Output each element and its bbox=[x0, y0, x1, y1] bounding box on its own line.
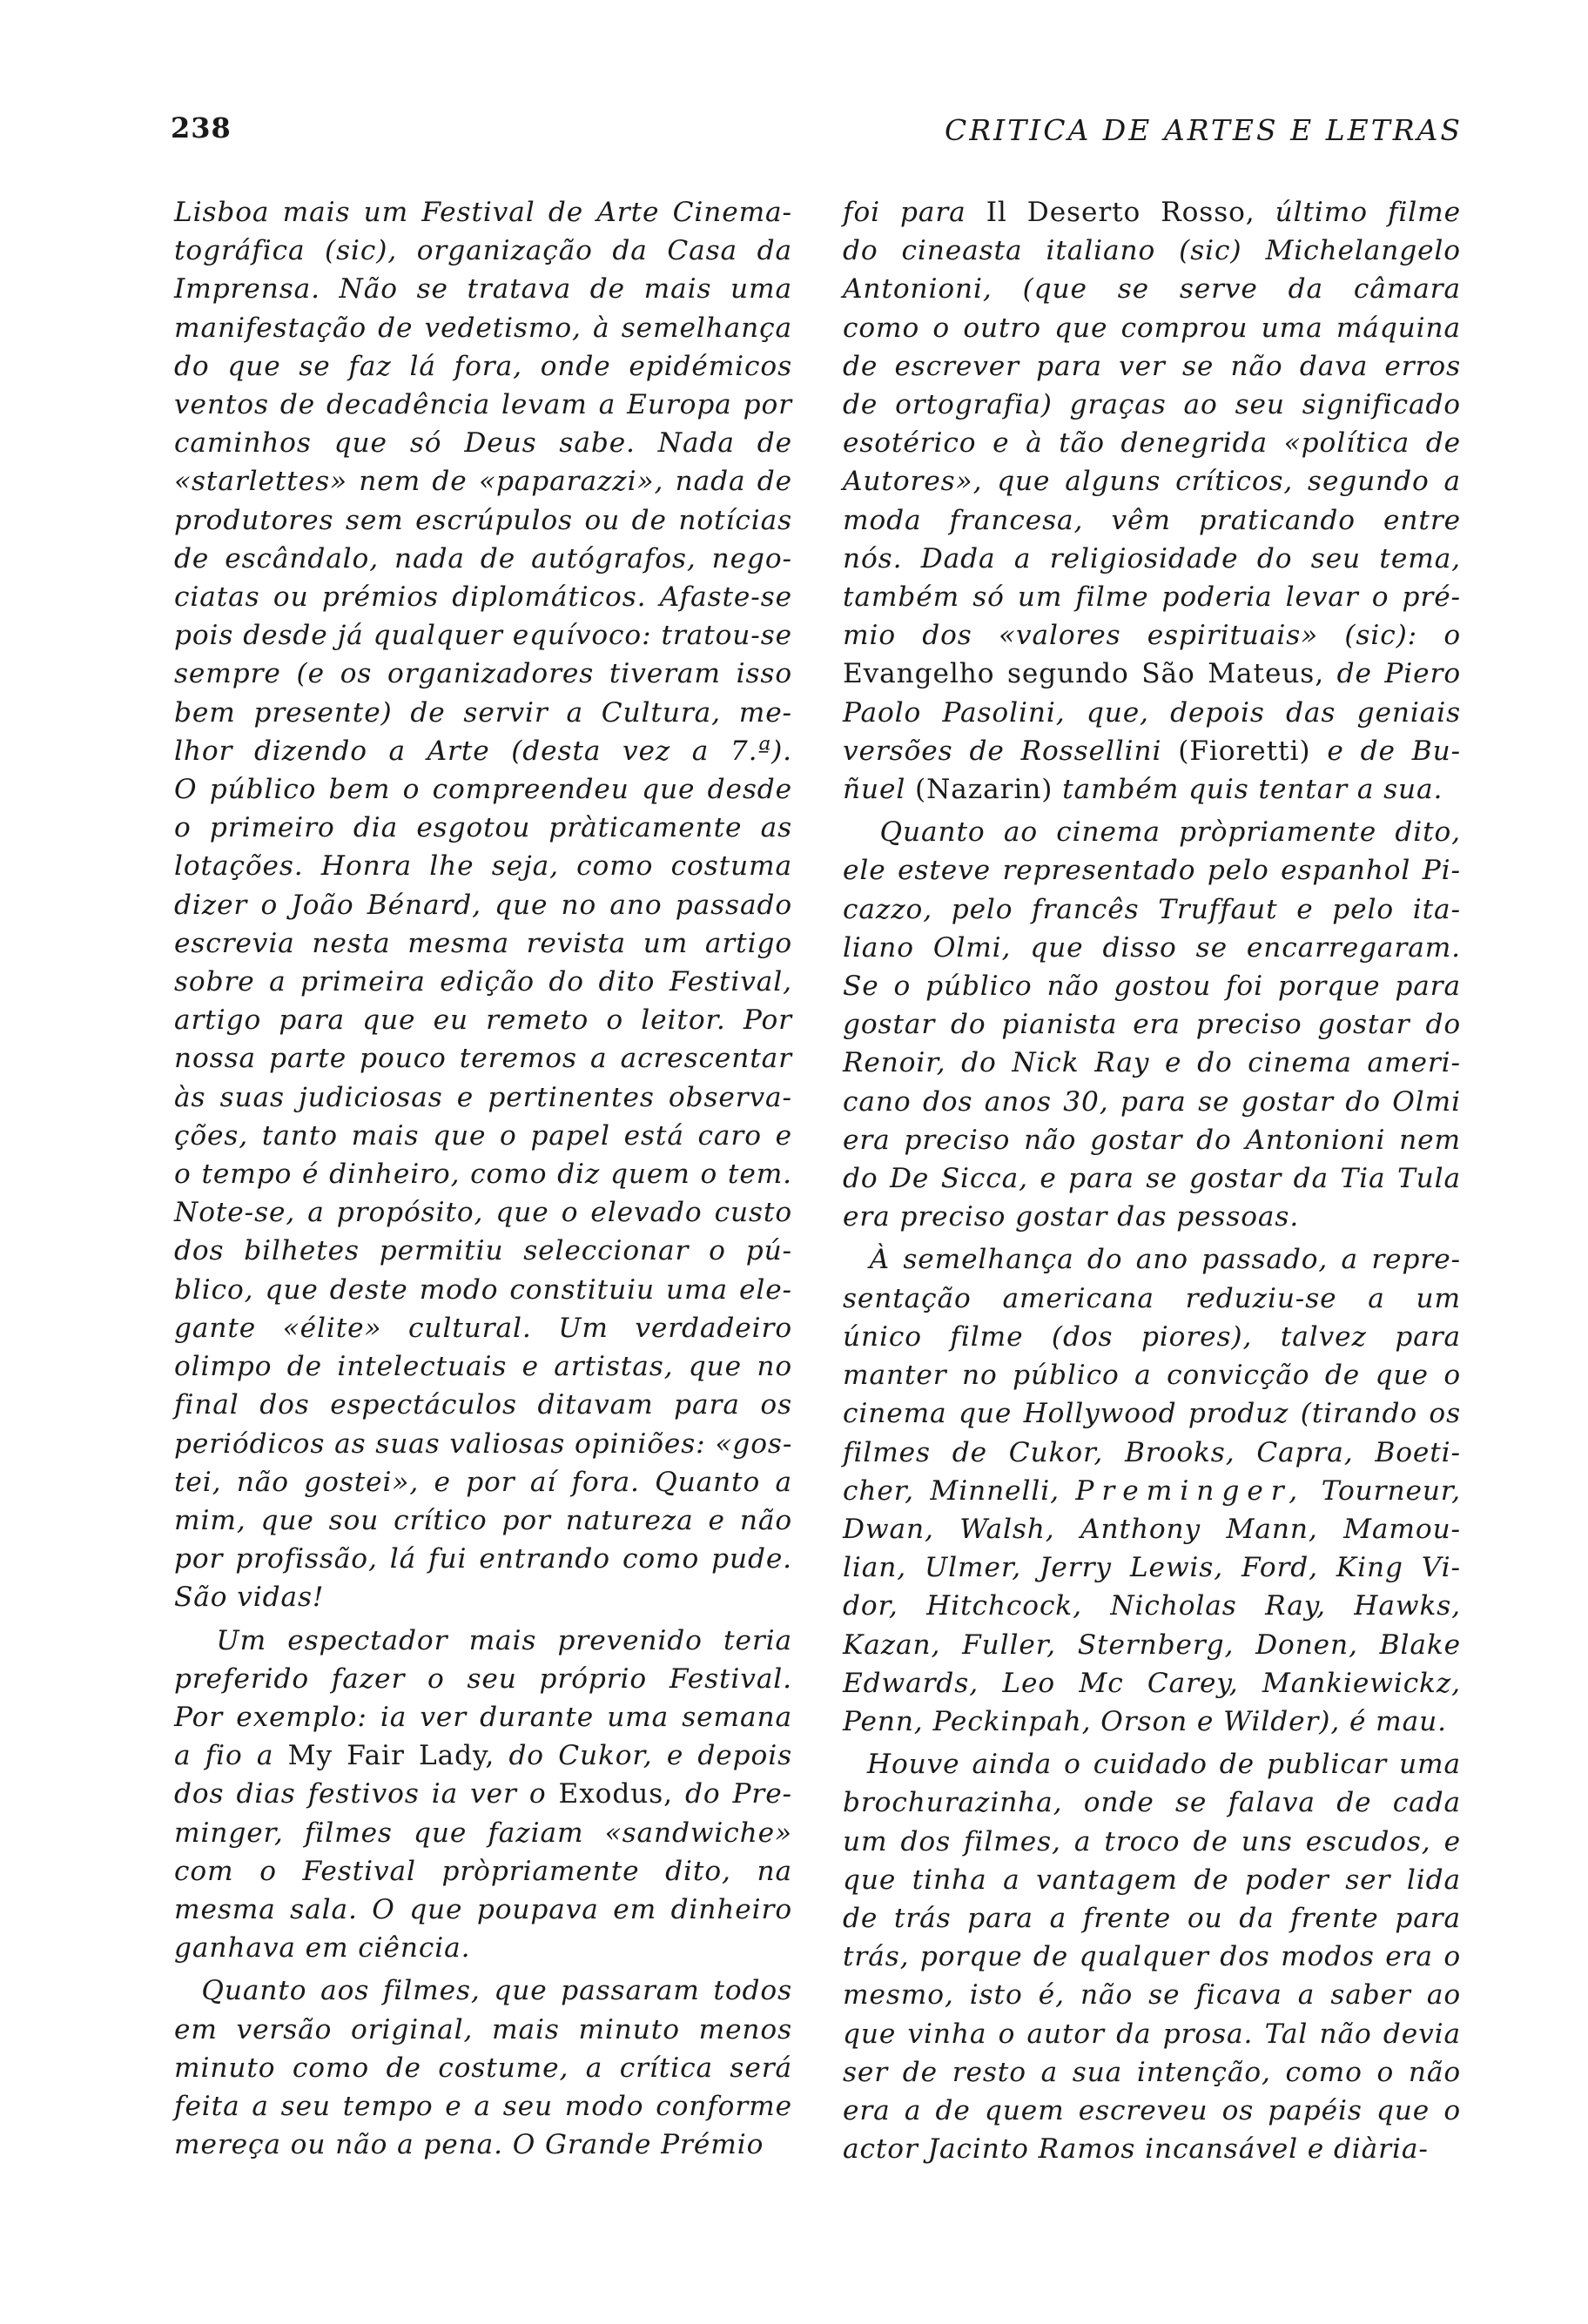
paragraph bbox=[843, 1240, 1461, 1741]
text-segment: lhor dizendo a Arte (desta vez a 7.ª). bbox=[174, 735, 792, 767]
text-segment: era preciso gostar das pessoas. bbox=[843, 1201, 1300, 1233]
text-line bbox=[174, 2087, 792, 2126]
text-segment: ventos de decadência levam a Europa por bbox=[174, 389, 792, 421]
text-line bbox=[843, 2053, 1461, 2092]
text-line bbox=[843, 1510, 1461, 1548]
text-segment: tei, não gostei», e por aí fora. Quanto a bbox=[174, 1466, 792, 1498]
text-line bbox=[843, 1664, 1461, 1703]
text-segment: último filme bbox=[1255, 197, 1461, 228]
text-line bbox=[174, 578, 792, 616]
text-line bbox=[843, 1198, 1461, 1236]
text-line bbox=[174, 1232, 792, 1270]
text-segment: e de Bu- bbox=[1310, 735, 1461, 767]
text-segment: blico, que deste modo constituiu uma ele- bbox=[174, 1273, 792, 1306]
text-line bbox=[843, 929, 1461, 967]
text-line bbox=[174, 2049, 792, 2087]
text-segment: cinema que Hollywood produz (tirando os bbox=[843, 1398, 1461, 1430]
text-line bbox=[843, 1280, 1461, 1318]
text-segment: dos dias festivos ia ver o bbox=[174, 1778, 559, 1810]
text-column-right bbox=[843, 193, 1461, 2168]
text-segment: O público bem o compreendeu que desde bbox=[174, 774, 792, 806]
text-line bbox=[174, 1463, 792, 1501]
text-line bbox=[174, 347, 792, 386]
text-segment: era preciso não gostar do Antonioni nem bbox=[843, 1124, 1461, 1156]
text-line bbox=[174, 1929, 792, 1967]
text-line bbox=[174, 1347, 792, 1386]
text-line bbox=[843, 540, 1461, 578]
text-segment: Se o público não gostou foi porque para bbox=[843, 971, 1461, 1003]
text-segment: Um espectador mais prevenido teria bbox=[174, 1624, 792, 1656]
paragraph bbox=[174, 1622, 792, 1968]
text-line bbox=[843, 309, 1461, 347]
text-segment: era a de quem escreveu os papéis que o bbox=[843, 2094, 1461, 2126]
text-segment: cher, Minnelli, bbox=[843, 1474, 1076, 1507]
text-segment: Kazan, Fuller, Sternberg, Donen, Blake bbox=[843, 1629, 1461, 1661]
paragraph bbox=[174, 193, 792, 1617]
text-line bbox=[843, 1823, 1461, 1861]
text-line bbox=[174, 1039, 792, 1078]
text-line bbox=[843, 1899, 1461, 1938]
text-line bbox=[174, 655, 792, 693]
text-line bbox=[843, 1548, 1461, 1587]
text-segment: cano dos anos 30, para se gostar do Olmi bbox=[843, 1085, 1461, 1118]
text-segment: Antonioni, (que se serve da câmara bbox=[843, 273, 1461, 306]
text-line bbox=[843, 386, 1461, 424]
text-line bbox=[174, 1891, 792, 1929]
text-segment: À semelhança do ano passado, a repre- bbox=[843, 1244, 1461, 1276]
text-segment: um dos filmes, a troco de uns escudos, e bbox=[843, 1825, 1461, 1857]
text-line bbox=[843, 1587, 1461, 1625]
text-line bbox=[843, 424, 1461, 462]
text-segment: sempre (e os organizadores tiveram isso bbox=[174, 658, 792, 690]
text-line bbox=[174, 424, 792, 462]
text-segment: foi para bbox=[843, 197, 986, 228]
text-line bbox=[843, 1938, 1461, 1976]
text-segment: moda francesa, vêm praticando entre bbox=[843, 504, 1461, 536]
text-segment: gostar do pianista era preciso gostar do bbox=[843, 1009, 1461, 1041]
text-line bbox=[843, 270, 1461, 308]
text-segment: Quanto ao cinema pròpriamente dito, bbox=[843, 816, 1461, 849]
text-segment: de escândalo, nada de autógrafos, nego- bbox=[174, 542, 792, 574]
text-segment: feita a seu tempo e a seu modo conforme bbox=[174, 2090, 792, 2122]
text-segment: minuto como de costume, a crítica será bbox=[174, 2052, 792, 2084]
text-segment: Edwards, Leo Mc Carey, Mankiewickz, bbox=[843, 1667, 1461, 1699]
text-segment: esotérico e à tão denegrida «política de bbox=[843, 427, 1461, 460]
text-segment: caminhos que só Deus sabe. Nada de bbox=[174, 427, 792, 460]
text-line bbox=[174, 540, 792, 578]
text-segment: sobre a primeira edição do dito Festival, bbox=[174, 966, 792, 998]
text-segment: mesma sala. O que poupava em dinheiro bbox=[174, 1893, 792, 1925]
text-segment: manifestação de vedetismo, à semelhança bbox=[174, 312, 792, 344]
text-line bbox=[174, 694, 792, 732]
text-line bbox=[843, 578, 1461, 616]
text-line bbox=[843, 1159, 1461, 1198]
text-segment: olimpo de intelectuais e artistas, que no bbox=[174, 1351, 792, 1383]
text-line bbox=[843, 1356, 1461, 1394]
text-segment: «starlettes» nem de «paparazzi», nada de bbox=[174, 466, 792, 498]
text-line bbox=[174, 1386, 792, 1424]
text-segment: por profissão, lá fui entrando como pude. bbox=[174, 1543, 792, 1575]
text-segment: sentação americana reduziu-se a um bbox=[843, 1282, 1461, 1314]
text-segment: que vinha o autor da prosa. Tal não devia bbox=[843, 2018, 1461, 2050]
text-segment: também só um filme poderia levar o pré- bbox=[843, 581, 1461, 614]
text-segment: brochurazinha, onde se falava de cada bbox=[843, 1787, 1461, 1819]
text-line bbox=[174, 1775, 792, 1813]
text-line bbox=[174, 847, 792, 885]
text-line bbox=[174, 1078, 792, 1117]
text-segment: filmes de Cukor, Brooks, Capra, Boeti- bbox=[843, 1436, 1461, 1468]
text-line bbox=[174, 1271, 792, 1309]
text-segment: mesmo, isto é, não se ficava a saber ao bbox=[843, 1979, 1461, 2012]
text-column-left bbox=[174, 193, 792, 2164]
text-segment: ções, tanto mais que o papel está caro e bbox=[174, 1119, 792, 1152]
text-line bbox=[843, 655, 1461, 693]
text-line bbox=[174, 1117, 792, 1155]
text-line bbox=[843, 1240, 1461, 1279]
text-line bbox=[843, 2092, 1461, 2130]
text-line bbox=[174, 1736, 792, 1775]
text-segment: Tourneur, bbox=[1305, 1474, 1461, 1507]
text-line bbox=[843, 1083, 1461, 1121]
paragraph bbox=[843, 813, 1461, 1236]
text-segment: de trás para a frente ou da frente para bbox=[843, 1902, 1461, 1934]
text-line bbox=[174, 963, 792, 1001]
text-segment: Note-se, a propósito, que o elevado custo bbox=[174, 1197, 792, 1229]
text-line bbox=[843, 732, 1461, 770]
text-segment: manter no público a convicção de que o bbox=[843, 1360, 1461, 1392]
text-segment: dos bilhetes permitiu seleccionar o pú- bbox=[174, 1235, 792, 1267]
text-segment: Renoir, do Nick Ray e do cinema ameri- bbox=[843, 1047, 1461, 1079]
film-title: Il Deserto Rosso, bbox=[986, 197, 1255, 228]
text-segment: Houve ainda o cuidado de publicar uma bbox=[843, 1749, 1461, 1781]
text-segment: Paolo Pasolini, que, depois das geniais bbox=[843, 696, 1461, 729]
text-segment: liano Olmi, que disso se encarregaram. bbox=[843, 931, 1461, 964]
text-line bbox=[174, 1193, 792, 1232]
text-segment: de Piero bbox=[1324, 658, 1461, 690]
text-segment: o primeiro dia esgotou pràticamente as bbox=[174, 812, 792, 844]
text-line bbox=[843, 694, 1461, 732]
text-segment: mim, que sou crítico por natureza e não bbox=[174, 1504, 792, 1536]
text-line bbox=[174, 1814, 792, 1852]
text-line bbox=[174, 616, 792, 655]
text-line bbox=[174, 193, 792, 232]
text-segment: ele esteve representado pelo espanhol Pi- bbox=[843, 855, 1461, 887]
text-segment: ganhava em ciência. bbox=[174, 1932, 471, 1965]
text-segment: gante «élite» cultural. Um verdadeiro bbox=[174, 1312, 792, 1344]
text-line bbox=[843, 1044, 1461, 1082]
text-segment: trás, porque de qualquer dos modos era o bbox=[843, 1941, 1461, 1973]
text-line bbox=[843, 813, 1461, 851]
text-line bbox=[843, 770, 1461, 809]
text-segment: ciatas ou prémios diplomáticos. Afaste-se bbox=[174, 581, 792, 614]
text-line bbox=[843, 1861, 1461, 1899]
running-head: CRITICA DE ARTES E LETRAS bbox=[945, 113, 1463, 147]
text-segment: como o outro que comprou uma máquina bbox=[843, 312, 1461, 344]
text-segment: cazzo, pelo francês Truffaut e pelo ita- bbox=[843, 893, 1461, 925]
text-line bbox=[174, 1540, 792, 1578]
text-line bbox=[174, 809, 792, 847]
text-line bbox=[174, 1698, 792, 1736]
text-segment: ser de resto a sua intenção, como o não bbox=[843, 2056, 1461, 2088]
text-line bbox=[843, 232, 1461, 270]
text-segment: Autores», que alguns críticos, segundo a bbox=[843, 466, 1461, 498]
text-segment: Preminger, bbox=[1075, 1474, 1306, 1507]
text-line bbox=[174, 924, 792, 963]
text-line bbox=[174, 270, 792, 308]
text-line bbox=[843, 851, 1461, 890]
text-segment: mio dos «valores espirituais» (sic): o bbox=[843, 620, 1461, 652]
text-segment: bem presente) de servir a Cultura, me- bbox=[174, 696, 792, 729]
text-line bbox=[843, 347, 1461, 386]
text-segment: do Pre- bbox=[672, 1778, 792, 1810]
text-segment: de ortografia) graças ao seu significado bbox=[843, 389, 1461, 421]
text-segment: minger, filmes que faziam «sandwiche» bbox=[174, 1817, 792, 1849]
text-segment: mereça ou não a pena. O Grande Prémio bbox=[174, 2129, 764, 2161]
text-segment: dor, Hitchcock, Nicholas Ray, Hawks, bbox=[843, 1590, 1461, 1622]
text-segment: produtores sem escrúpulos ou de notícias bbox=[174, 504, 792, 536]
text-segment: lotações. Honra lhe seja, como costuma bbox=[174, 850, 792, 883]
text-line bbox=[174, 1155, 792, 1193]
text-segment: Lisboa mais um Festival de Arte Cinema- bbox=[174, 197, 792, 228]
text-segment: lian, Ulmer, Jerry Lewis, Ford, King Vi- bbox=[843, 1552, 1461, 1584]
text-segment: Dwan, Walsh, Anthony Mann, Mamou- bbox=[843, 1513, 1461, 1545]
text-line bbox=[174, 1660, 792, 1698]
film-title: Exodus, bbox=[558, 1778, 673, 1810]
text-line bbox=[843, 1121, 1461, 1159]
text-segment: do De Sicca, e para se gostar da Tia Tula bbox=[843, 1163, 1461, 1195]
film-title: (Nazarin) bbox=[915, 774, 1053, 806]
text-line bbox=[174, 1501, 792, 1540]
text-segment: actor Jacinto Ramos incansável e diària- bbox=[843, 2133, 1429, 2166]
page-number: 238 bbox=[171, 111, 232, 144]
text-segment: Por exemplo: ia ver durante uma semana bbox=[174, 1701, 792, 1733]
text-line bbox=[843, 1976, 1461, 2014]
text-line bbox=[174, 1622, 792, 1660]
text-line bbox=[174, 2126, 792, 2164]
text-segment: Penn, Peckinpah, Orson e Wilder), é mau. bbox=[843, 1705, 1447, 1737]
text-segment: que tinha a vantagem de poder ser lida bbox=[843, 1864, 1461, 1896]
film-title: Evangelho segundo São Mateus, bbox=[843, 658, 1325, 690]
text-line bbox=[174, 1852, 792, 1891]
text-line bbox=[174, 886, 792, 924]
text-line bbox=[843, 1434, 1461, 1472]
text-line bbox=[174, 232, 792, 270]
text-line bbox=[843, 1318, 1461, 1356]
text-segment: ñuel bbox=[843, 774, 916, 806]
text-segment: nós. Dada a religiosidade do seu tema, bbox=[843, 542, 1461, 574]
text-line bbox=[174, 1578, 792, 1616]
text-segment: tográfica (sic), organização da Casa da bbox=[174, 235, 792, 267]
text-segment: com o Festival pròpriamente dito, na bbox=[174, 1855, 792, 1887]
text-line bbox=[843, 193, 1461, 232]
text-line bbox=[843, 462, 1461, 500]
text-line bbox=[174, 1309, 792, 1347]
text-segment: Imprensa. Não se tratava de mais uma bbox=[174, 273, 792, 306]
text-segment: Quanto aos filmes, que passaram todos bbox=[174, 1975, 792, 2007]
text-line bbox=[174, 309, 792, 347]
text-segment: único filme (dos piores), talvez para bbox=[843, 1320, 1461, 1353]
text-line bbox=[843, 501, 1461, 540]
text-line bbox=[174, 1425, 792, 1463]
text-line bbox=[843, 1472, 1461, 1510]
text-line bbox=[174, 462, 792, 500]
text-line bbox=[843, 1005, 1461, 1044]
text-line bbox=[174, 770, 792, 809]
text-segment: escrevia nesta mesma revista um artigo bbox=[174, 927, 792, 959]
text-line bbox=[174, 386, 792, 424]
text-segment: do que se faz lá fora, onde epidémicos bbox=[174, 350, 792, 382]
text-line bbox=[174, 1001, 792, 1039]
text-segment: do cineasta italiano (sic) Michelangelo bbox=[843, 235, 1461, 267]
paragraph bbox=[843, 193, 1461, 809]
text-line bbox=[843, 1783, 1461, 1822]
text-line bbox=[843, 616, 1461, 655]
text-segment: do Cukor, e depois bbox=[495, 1740, 792, 1772]
text-segment: versões de Rossellini bbox=[843, 735, 1179, 767]
text-segment: em versão original, mais minuto menos bbox=[174, 2013, 792, 2045]
text-line bbox=[843, 2130, 1461, 2168]
text-line bbox=[174, 501, 792, 540]
film-title: (Fioretti) bbox=[1178, 735, 1311, 767]
text-segment: às suas judiciosas e pertinentes observa- bbox=[174, 1081, 792, 1113]
text-segment: periódicos as suas valiosas opiniões: «gos- bbox=[174, 1427, 793, 1460]
film-title: My Fair Lady, bbox=[287, 1740, 495, 1772]
text-segment: artigo para que eu remeto o leitor. Por bbox=[174, 1004, 792, 1037]
text-segment: São vidas! bbox=[174, 1582, 325, 1614]
text-segment: pois desde já qualquer equívoco: tratou-se bbox=[174, 620, 792, 652]
text-segment: a fio a bbox=[174, 1740, 288, 1772]
paragraph bbox=[843, 1745, 1461, 2168]
text-line bbox=[843, 890, 1461, 929]
text-line bbox=[843, 1394, 1461, 1433]
text-line bbox=[843, 967, 1461, 1005]
text-line bbox=[843, 1703, 1461, 1741]
text-line bbox=[174, 1971, 792, 2010]
text-segment: de escrever para ver se não dava erros bbox=[843, 350, 1461, 382]
text-line bbox=[843, 1745, 1461, 1783]
text-segment: final dos espectáculos ditavam para os bbox=[174, 1389, 792, 1421]
text-segment: o tempo é dinheiro, como diz quem o tem. bbox=[174, 1159, 792, 1191]
text-segment: também quis tentar a sua. bbox=[1053, 774, 1443, 806]
text-segment: preferido fazer o seu próprio Festival. bbox=[174, 1662, 792, 1695]
text-segment: nossa parte pouco teremos a acrescentar bbox=[174, 1043, 792, 1075]
text-segment: dizer o João Bénard, que no ano passado bbox=[174, 889, 792, 921]
text-line bbox=[174, 732, 792, 770]
paragraph bbox=[174, 1971, 792, 2164]
text-line bbox=[174, 2011, 792, 2049]
text-line bbox=[843, 1626, 1461, 1664]
text-line bbox=[843, 2015, 1461, 2053]
